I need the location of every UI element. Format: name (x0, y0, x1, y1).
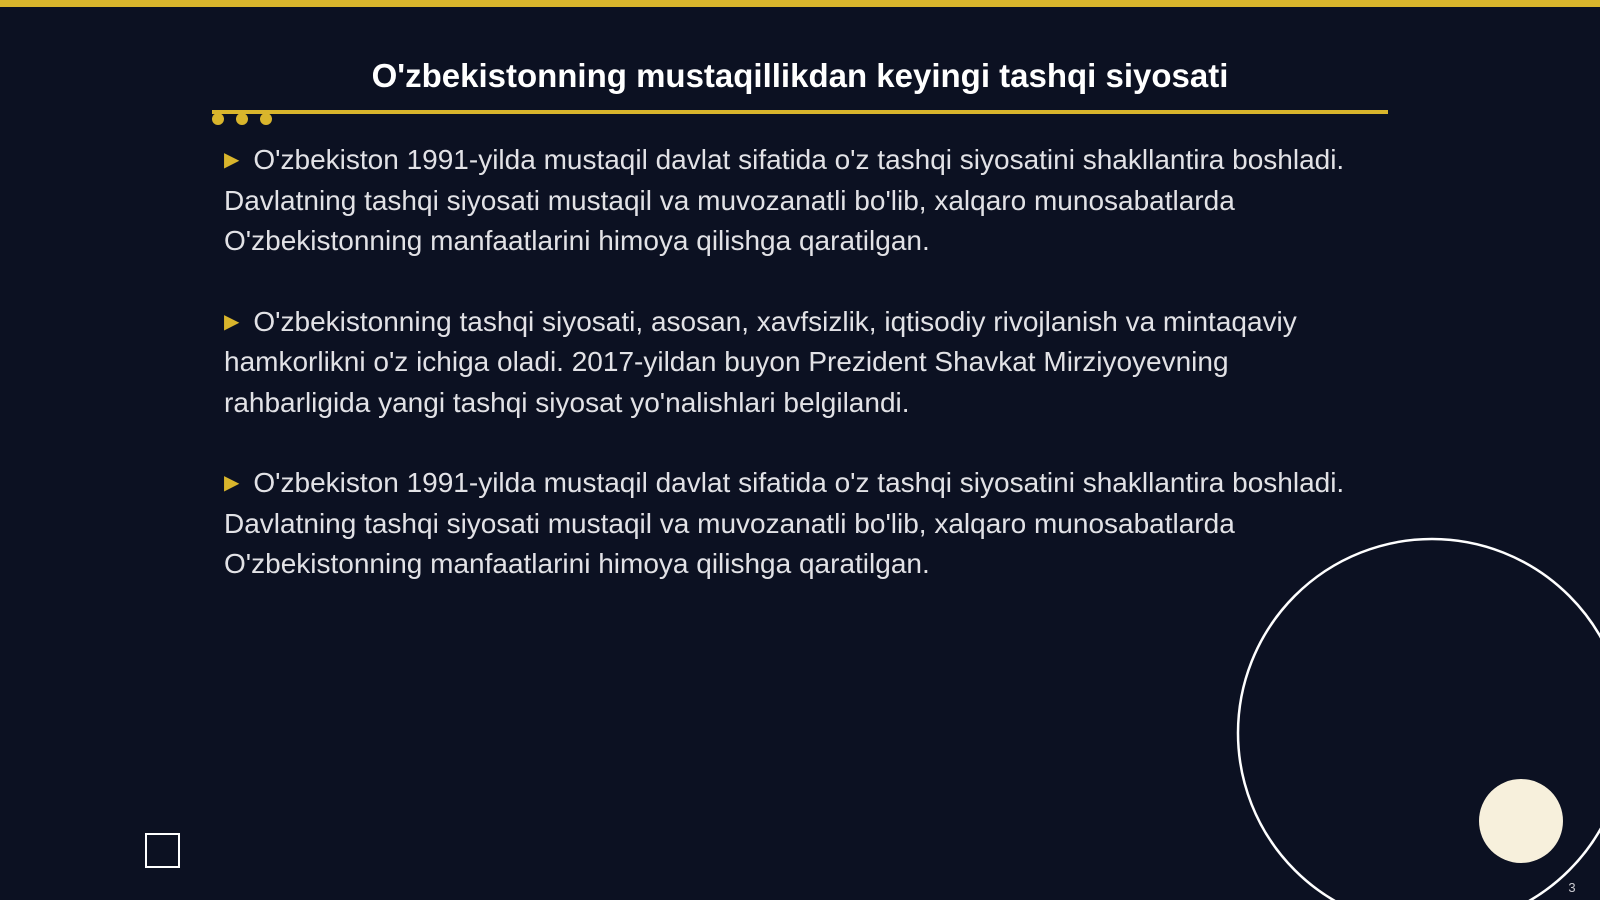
decorative-dot (260, 113, 272, 125)
bullet-paragraph (224, 302, 1374, 424)
decorative-square-outline (145, 833, 180, 868)
top-accent-bar (0, 0, 1600, 7)
paragraph-text: O'zbekistonning tashqi siyosati, asosan, xavfsizlik, iqtisodiy rivojlanish va mintaqaviy hamkorlikni o'z ichiga oladi. 2017-yildan buyon Prezident Shavkat Mirziyoyevning rahbarligida yangi tashqi siyosat yo'nalishlari belgilandi. (224, 305, 1297, 418)
decorative-dots (212, 113, 282, 125)
title-underline (212, 110, 1388, 114)
slide-body (224, 140, 1374, 625)
slide-title: O'zbekistonning mustaqillikdan keyingi tashqi siyosati (371, 57, 1229, 94)
paragraph-text: O'zbekiston 1991-yilda mustaqil davlat sifatida o'z tashqi siyosatini shakllantira boshladi. Davlatning tashqi siyosati mustaqil va muvozanatli bo'lib, xalqaro munosabatlarda O'zbekistonning manfaatlarini himoya qilishga qaratilgan. (224, 467, 1345, 579)
triangle-bullet-icon: ▶ (224, 472, 240, 494)
bullet-paragraph (224, 140, 1374, 262)
decorative-dot (212, 113, 224, 125)
triangle-bullet-icon: ▶ (224, 149, 240, 171)
bullet-paragraph (224, 463, 1374, 585)
decorative-cream-circle (1479, 779, 1563, 863)
page-number: 3 (1568, 880, 1576, 895)
decorative-dot (236, 113, 248, 125)
triangle-bullet-icon: ▶ (224, 310, 240, 333)
paragraph-text: O'zbekiston 1991-yilda mustaqil davlat sifatida o'z tashqi siyosatini shakllantira boshladi. Davlatning tashqi siyosati mustaqil va muvozanatli bo'lib, xalqaro munosabatlarda O'zbekistonning manfaatlarini himoya qilishga qaratilgan. (224, 144, 1345, 256)
